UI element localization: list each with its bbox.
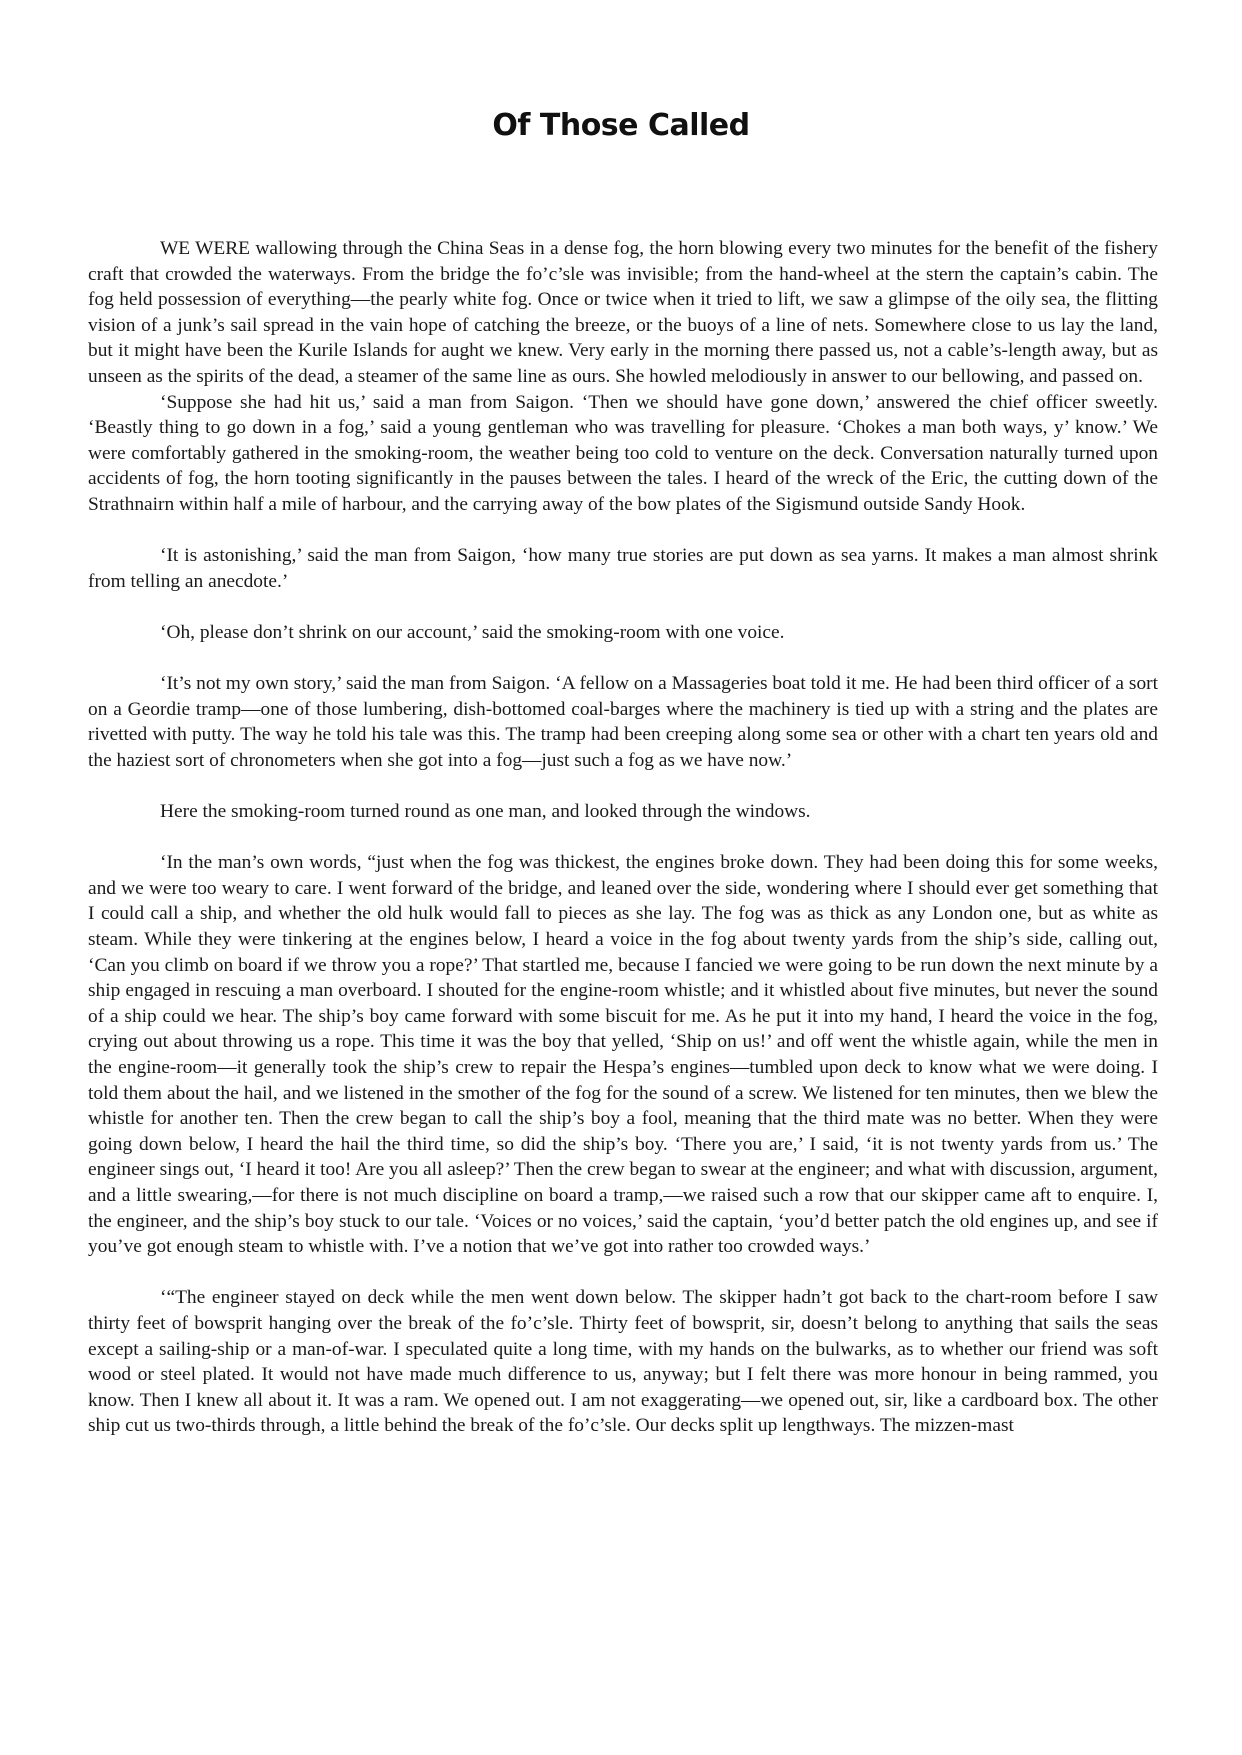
document-body — [88, 236, 1158, 1439]
paragraph: ‘“The engineer stayed on deck while the men went down below. The skipper hadn’t got back to the chart-room before I saw thirty feet of bowsprit hanging over the break of the fo’c’sle. Thirty feet of bowsprit, sir, doesn’t belong to anything that sails the seas except a sailing-ship or a man-of-war. I speculated quite a long time, with my hands on the bulwarks, as to whether our friend was soft wood or steel plated. It would not have made much difference to us, anyway; but I felt there was more honour in being rammed, you know. Then I knew all about it. It was a ram. We opened out. I am not exaggerating—we opened out, sir, like a cardboard box. The other ship cut us two-thirds through, a little behind the break of the fo’c’sle. Our decks split up lengthways. The mizzen-mast — [88, 1287, 1158, 1437]
paragraph: ‘In the man’s own words, “just when the fog was thickest, the engines broke down. They had been doing this for some weeks, and we were too weary to care. I went forward of the bridge, and leaned over the side, wondering where I should ever get something that I could call a ship, and whether the old hulk would fall to pieces as she lay. The fog was as thick as any London one, but as white as steam. While they were tinkering at the engines below, I heard a voice in the fog about twenty yards from the ship’s side, calling out, ‘Can you climb on board if we throw you a rope?’ That startled me, because I fancied we were going to be run down the next minute by a ship engaged in rescuing a man overboard. I shouted for the engine-room whistle; and it whistled about five minutes, but never the sound of a ship could we hear. The ship’s boy came forward with some biscuit for me. As he put it into my hand, I heard the voice in the fog, crying out about throwing us a rope. This time it was the boy that yelled, ‘Ship on us!’ and off went the whistle again, while the men in the engine-room—it generally took the ship’s crew to repair the Hespa’s engines—tumbled upon deck to know what we were doing. I told them about the hail, and we listened in the smother of the fog for the sound of a screw. We listened for ten minutes, then we blew the whistle for another ten. Then the crew began to call the ship’s boy a fool, meaning that the third mate was no better. When they were going down below, I heard the hail the third time, so did the ship’s boy. ‘There you are,’ I said, ‘it is not twenty yards from us.’ The engineer sings out, ‘I heard it too! Are you all asleep?’ Then the crew began to swear at the engineer; and what with discussion, argument, and a little swearing,—for there is not much discipline on board a tramp,—we raised such a row that our skipper came aft to enquire. I, the engineer, and the ship’s boy stuck to our tale. ‘Voices or no voices,’ said the captain, ‘you’d better patch the old engines up, and see if you’ve got enough steam to whistle with. I’ve a notion that we’ve got into rather too crowded ways.’ — [88, 852, 1158, 1258]
paragraph: ‘It’s not my own story,’ said the man from Saigon. ‘A fellow on a Massageries boat told it me. He had been third officer of a sort on a Geordie tramp—one of those lumbering, dish-bottomed coal-barges where the machinery is tied up with a string and the plates are rivetted with putty. The way he told his tale was this. The tramp had been creeping along some sea or other with a chart ten years old and the haziest sort of chronometers when she got into a fog—just such a fog as we have now.’ — [88, 673, 1158, 771]
paragraph: WE WERE wallowing through the China Seas in a dense fog, the horn blowing every two minutes for the benefit of the fishery craft that crowded the waterways. From the bridge the fo’c’sle was invisible; from the hand-wheel at the stern the captain’s cabin. The fog held possession of everything—the pearly white fog. Once or twice when it tried to lift, we saw a glimpse of the oily sea, the flitting vision of a junk’s sail spread in the vain hope of catching the breeze, or the buoys of a line of nets. Somewhere close to us lay the land, but it might have been the Kurile Islands for aught we knew. Very early in the morning there passed us, not a cable’s-length away, but as unseen as the spirits of the dead, a steamer of the same line as ours. She howled melodiously in answer to our bellowing, and passed on. — [88, 238, 1158, 387]
document-title: Of Those Called — [492, 108, 750, 143]
paragraph: ‘It is astonishing,’ said the man from Saigon, ‘how many true stories are put down as sea yarns. It makes a man almost shrink from telling an anecdote.’ — [88, 545, 1158, 592]
paragraph: ‘Suppose she had hit us,’ said a man from Saigon. ‘Then we should have gone down,’ answered the chief officer sweetly. ‘Beastly thing to go down in a fog,’ said a young gentleman who was travelling for pleasure. ‘Chokes a man both ways, y’ know.’ We were comfortably gathered in the smoking-room, the weather being too cold to venture on the deck. Conversation naturally turned upon accidents of fog, the horn tooting significantly in the pauses between the tales. I heard of the wreck of the Eric, the cutting down of the Strathnairn within half a mile of harbour, and the carrying away of the bow plates of the Sigismund outside Sandy Hook. — [88, 391, 1158, 515]
paragraph: Here the smoking-room turned round as one man, and looked through the windows. — [160, 801, 811, 823]
paragraph: ‘Oh, please don’t shrink on our account,’ said the smoking-room with one voice. — [160, 621, 785, 643]
